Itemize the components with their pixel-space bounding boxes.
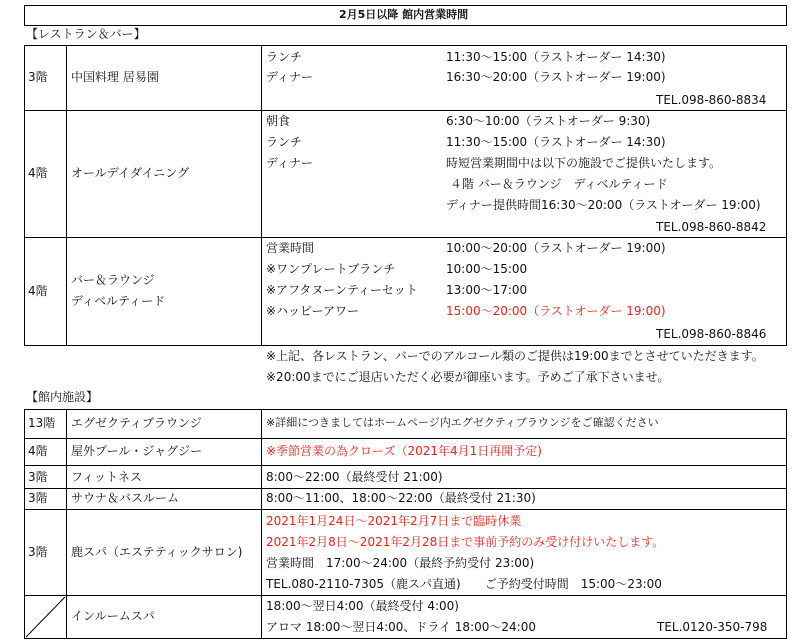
facility-info: 8:00～22:00（最終受付 21:00) xyxy=(266,470,443,484)
hours-value: ４階 バー＆ラウンジ ディベルティード xyxy=(450,177,668,191)
facility-floor: 3階 xyxy=(28,545,48,559)
title-border-top xyxy=(24,5,787,6)
fac-col-2 xyxy=(261,409,262,638)
facility-name: 鹿スパ（エステティックサロン) xyxy=(71,545,243,559)
restaurant-tel: TEL.098-860-8846 xyxy=(656,327,767,341)
fac-col-1 xyxy=(66,409,67,638)
hours-value: 16:30～20:00（ラストオーダー 19:00) xyxy=(446,70,666,84)
hours-value: 10:00～20:00（ラストオーダー 19:00) xyxy=(446,241,666,255)
facility-info: 営業時間 17:00～24:00（最終予約受付 23:00) xyxy=(266,556,535,570)
restaurant-tel: TEL.098-860-8842 xyxy=(656,220,767,234)
restaurant-name: 中国料理 居易園 xyxy=(71,70,159,84)
hours-value: 10:00～15:00 xyxy=(446,262,528,276)
fac-rule-4 xyxy=(24,509,787,510)
facility-info: 8:00～11:00、18:00～22:00（最終受付 21:30) xyxy=(266,491,536,505)
facility-tel: TEL.0120-350-798 xyxy=(657,620,768,634)
facility-floor: 13階 xyxy=(28,416,56,430)
hours-value: 時短営業期間中は以下の施設でご提供いたします。 xyxy=(446,156,722,170)
rest-col-3 xyxy=(786,45,787,345)
facility-info-highlight: ※季節営業の為クローズ（2021年4月1日再開予定) xyxy=(266,444,542,458)
facility-name: フィットネス xyxy=(71,470,142,484)
rest-rule-2 xyxy=(24,237,787,238)
hours-label: ランチ xyxy=(266,50,303,64)
facility-floor: 3階 xyxy=(28,491,48,505)
hours-label: ランチ xyxy=(266,135,303,149)
fac-rule-1 xyxy=(24,438,787,439)
restaurant-name: ディベルティード xyxy=(71,294,166,308)
hours-value: 13:00～17:00 xyxy=(446,283,528,297)
hours-label: ディナー xyxy=(266,70,314,84)
fac-rule-6 xyxy=(24,638,787,639)
hours-label: 営業時間 xyxy=(266,241,315,255)
fac-rule-5 xyxy=(24,595,787,596)
facility-info: 18:00～翌日4:00（最終受付 4:00) xyxy=(266,599,459,613)
page-title: 2月5日以降 館内営業時間 xyxy=(339,8,469,21)
facility-info: アロマ 18:00～翌日4:00、ドライ 18:00～24:00 xyxy=(266,620,536,634)
facility-name: サウナ＆バスルーム xyxy=(71,491,180,505)
hours-value-highlight: 15:00～20:00（ラストオーダー 19:00) xyxy=(446,304,666,318)
facility-name: インルームスパ xyxy=(71,609,155,623)
restaurant-name: オールデイダイニング xyxy=(71,166,189,180)
rest-col-2 xyxy=(261,45,262,345)
hours-label: ※ハッピーアワー xyxy=(266,304,359,318)
restaurant-floor: 3階 xyxy=(28,70,48,84)
restaurant-floor: 4階 xyxy=(28,284,48,298)
facility-info-highlight: 2021年2月8日～2021年2月28日まで事前予約のみ受け付けいたします。 xyxy=(266,535,665,549)
hours-label: ディナー xyxy=(266,156,314,170)
rest-col-0 xyxy=(24,45,25,345)
restaurant-name: バー＆ラウンジ xyxy=(71,273,155,287)
hours-value: 11:30～15:00（ラストオーダー 14:30) xyxy=(446,50,666,64)
title-border-right xyxy=(786,5,787,25)
fac-rule-2 xyxy=(24,465,787,466)
fac-col-3 xyxy=(786,409,787,638)
facility-info-highlight: 2021年1月24日～2021年2月7日まで臨時休業 xyxy=(266,514,522,528)
restaurant-section-label: 【レストラン＆バー】 xyxy=(26,27,146,41)
facilities-section-label: 【館内施設】 xyxy=(26,390,99,404)
note: ※20:00までにご退店いただく必要が御座います。予めご了承下さいませ。 xyxy=(266,370,670,384)
rest-col-1 xyxy=(66,45,67,345)
facility-info: TEL.080-2110-7305（鹿スパ直通) ご予約受付時間 15:00～23:00 xyxy=(266,577,662,591)
empty-floor-diagonal xyxy=(25,596,66,638)
rest-rule-3 xyxy=(24,345,787,346)
hours-label: ※ワンプレートブランチ xyxy=(266,262,396,276)
facility-name: 屋外プール・ジャグジー xyxy=(71,444,203,458)
hours-value: ディナー提供時間16:30～20:00（ラストオーダー 19:00) xyxy=(446,198,761,212)
rest-rule-0 xyxy=(24,45,787,46)
fac-rule-0 xyxy=(24,409,787,410)
hours-value: 6:30～10:00（ラストオーダー 9:30) xyxy=(446,114,651,128)
rest-rule-1 xyxy=(24,110,787,111)
facility-floor: 4階 xyxy=(28,444,48,458)
restaurant-tel: TEL.098-860-8834 xyxy=(656,93,767,107)
facility-name: エグゼクティブラウンジ xyxy=(71,416,202,430)
facility-info: ※詳細につきましてはホームページ内エグゼクティブラウンジをご確認ください xyxy=(266,416,659,429)
note: ※上記、各レストラン、バーでのアルコール類のご提供は19:00までとさせていただきます。 xyxy=(266,349,764,363)
fac-rule-3 xyxy=(24,488,787,489)
restaurant-floor: 4階 xyxy=(28,166,48,180)
hours-label: ※アフタヌーンティーセット xyxy=(266,283,418,297)
title-border-left xyxy=(24,5,25,25)
hours-value: 11:30～15:00（ラストオーダー 14:30) xyxy=(446,135,666,149)
facility-floor: 3階 xyxy=(28,470,48,484)
diagonal-slash xyxy=(26,597,65,637)
hours-label: 朝食 xyxy=(266,114,291,128)
